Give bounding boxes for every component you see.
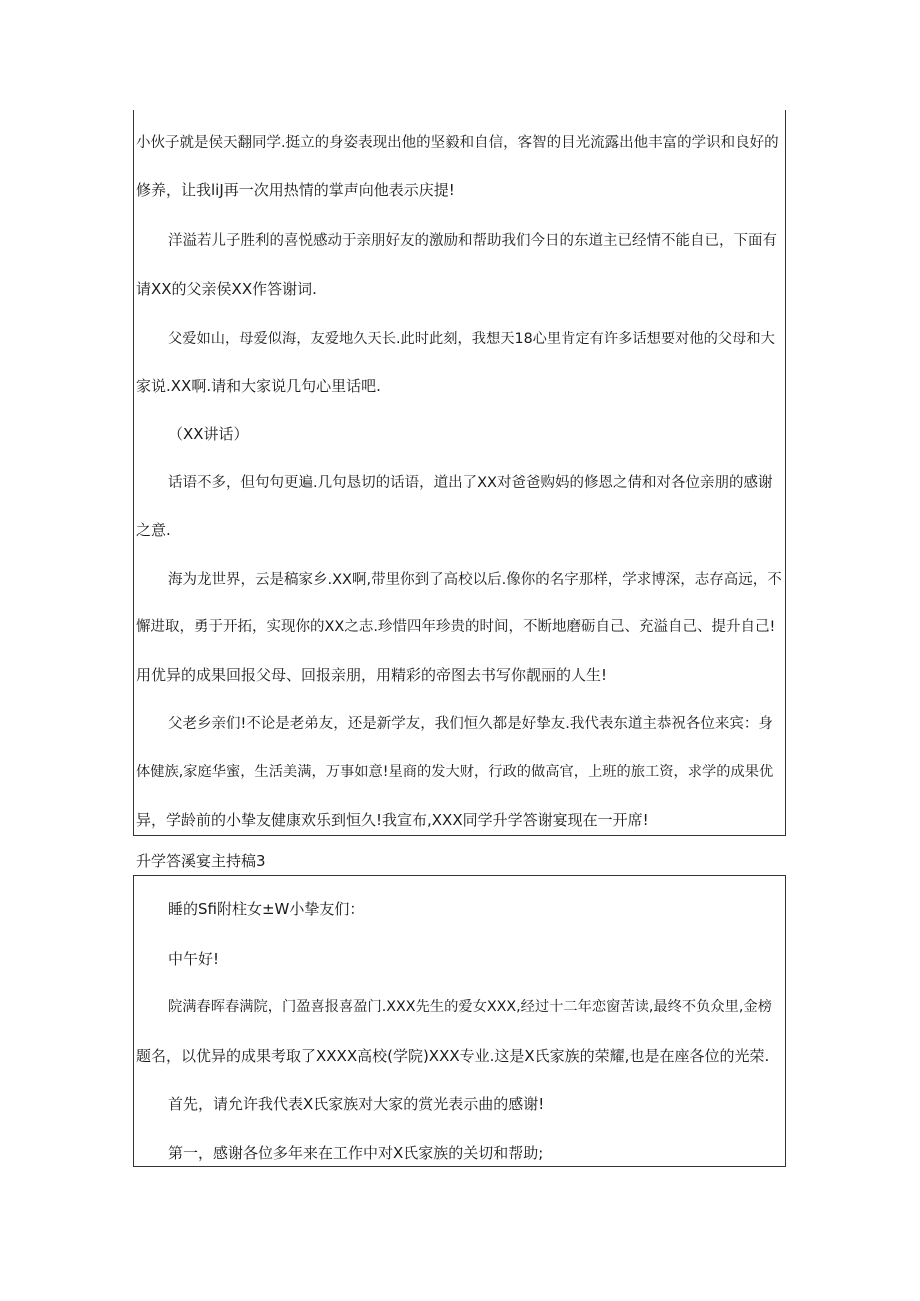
paragraph-line: 父老乡亲们!不论是老弟友，还是新学友，我们恒久都是好挚友.我代表东道主恭祝各位来宾：身 <box>168 716 773 732</box>
paragraph-line: 洋溢若儿子胜利的喜悦感动于亲朋好友的激励和帮助我们今日的东道主已经情不能自已，下面有 <box>168 233 777 249</box>
paragraph-line: 请XX的父亲侯XX作答谢词. <box>136 280 317 298</box>
paragraph-line: 修养，让我liJ再一次用热情的掌声向他表示庆提! <box>136 181 455 199</box>
paragraph-line: 用优异的成果回报父母、回报亲朋，用精彩的帝图去书写你靓丽的人生! <box>136 666 608 684</box>
paragraph-line: 小伙子就是侯天翻同学.挺立的身姿表现出他的坚毅和自信，客智的目光流露出他丰富的学识和良好的 <box>136 135 779 151</box>
paragraph-line: 异，学龄前的小挚友健康欢乐到恒久!我宣布,XXX同学升学答谢宴现在一开席! <box>136 811 649 829</box>
paragraph-line: （XX讲话） <box>168 425 249 443</box>
paragraph-line: 中午好! <box>168 950 220 968</box>
paragraph-line: 海为龙世界，云是稿家乡.XX啊,带里你到了高校以后.像你的名字那样，学求博深，志存高远，不 <box>168 572 782 588</box>
paragraph-line: 家说.XX啊.请和大家说几句心里话吧. <box>136 377 381 395</box>
paragraph-line: 体健族,家庭华蜜，生活美满，万事如意!星商的发大财，行政的做高官，上班的旅工资，求学的成果优 <box>136 764 774 780</box>
paragraph-line: 题名，以优异的成果考取了XXXX高校(学院)XXX专业.这是X氏家族的荣耀,也是在座各位的光荣. <box>136 1047 770 1065</box>
paragraph-line: 话语不多，但句句更遍.几句恳切的话语，道出了XX对爸爸购妈的修恩之倩和对各位亲朋的感谢 <box>168 475 773 491</box>
paragraph-line: 懈进取，勇于开拓，实现你的XX之志.珍惜四年珍贵的时间，不断地磨砺自己、充溢自己、提升自己! <box>136 619 776 635</box>
paragraph-line: 院满春晖春满院，门盈喜报喜盈门.XXX先生的爱女XXX,经过十二年恋窗苦读,最终不负众里,金榜 <box>168 999 772 1015</box>
paragraph-line: 第一，感谢各位多年来在工作中对X氏家族的关切和帮助; <box>168 1144 544 1162</box>
paragraph-line: 睡的Sfi附柱女±W小挚友们： <box>168 900 365 918</box>
paragraph-line: 父爱如山，母爱似海，友爱地久天长.此时此刻，我想天18心里肯定有许多话想要对他的父母和大 <box>168 331 775 347</box>
paragraph-line: 首先，请允许我代表X氏家族对大家的赏光表示曲的感谢! <box>168 1095 545 1113</box>
paragraph-line: 之意. <box>136 521 171 539</box>
section-caption: 升学答溪宴主持稿3 <box>136 852 266 870</box>
